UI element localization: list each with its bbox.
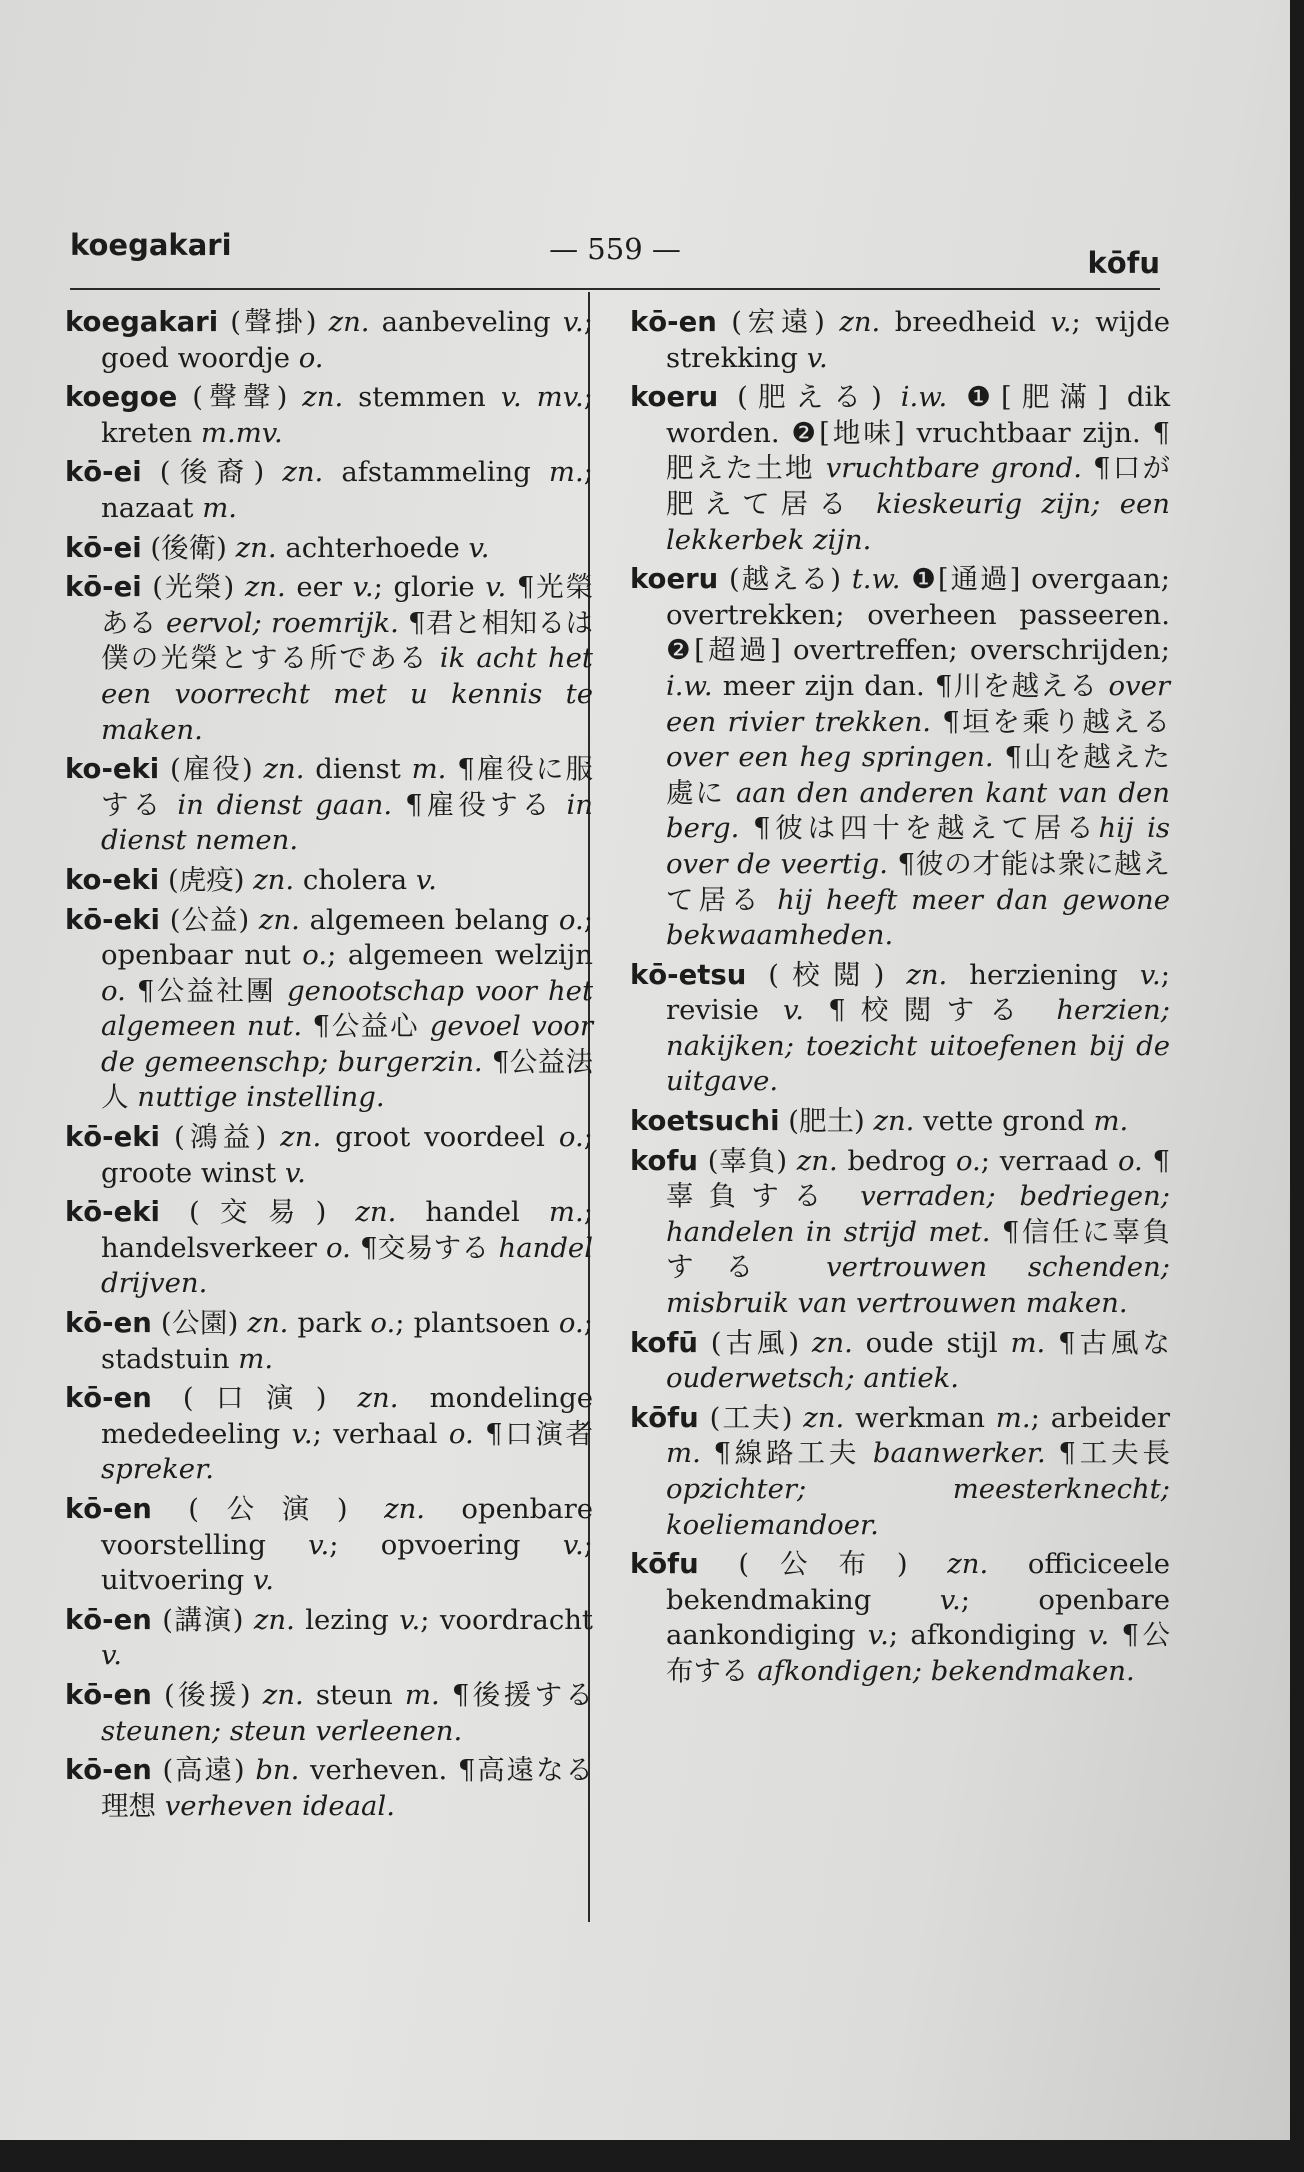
- headword: kō-ei: [65, 531, 142, 564]
- headword: koegoe: [65, 381, 178, 414]
- headword: kofu: [630, 1144, 698, 1177]
- entry-text: ; algemeen welzijn: [327, 939, 593, 972]
- entry-text: (公益): [159, 903, 259, 936]
- italic-text: m.: [411, 753, 447, 786]
- italic-text: o.: [558, 1121, 584, 1154]
- italic-text: hij is over de veertig.: [666, 812, 1170, 880]
- entry-text: ; nazaat: [101, 456, 593, 524]
- entry-text: ; plantsoen: [395, 1307, 559, 1340]
- entry-text: vette grond: [914, 1105, 1094, 1138]
- entry-text: (辜負): [698, 1144, 797, 1177]
- entry-text: meer zijn dan. ¶川を越える: [712, 669, 1109, 702]
- dictionary-entry: [65, 1306, 593, 1377]
- entry-text: cholera: [294, 863, 416, 896]
- italic-text: zn.: [384, 1493, 426, 1525]
- italic-text: m.: [1010, 1326, 1046, 1359]
- entry-text: ¶公益心: [302, 1010, 430, 1043]
- entry-text: ; opvoering: [329, 1528, 563, 1561]
- italic-text: m.mv.: [200, 416, 283, 449]
- italic-text: zn.: [796, 1144, 838, 1177]
- italic-text: m.: [404, 1678, 440, 1711]
- italic-text: steunen; steun verleenen.: [101, 1714, 463, 1747]
- dictionary-entry: [630, 1326, 1170, 1397]
- italic-text: over een heg springen.: [666, 741, 994, 774]
- italic-text: v.: [562, 306, 584, 338]
- entry-text: bedrog: [837, 1144, 956, 1177]
- entry-text: (光榮): [141, 571, 245, 604]
- entry-text: ; revisie: [666, 958, 1170, 1027]
- entry-text: (後援): [151, 1678, 263, 1711]
- dictionary-entry: [630, 1104, 1170, 1140]
- entry-text: ¶君と相知るは僕の光榮とする所である: [101, 606, 593, 675]
- dictionary-entry: [630, 1144, 1170, 1322]
- italic-text: v.: [1139, 958, 1161, 991]
- italic-text: m.: [202, 491, 238, 524]
- italic-text: v.: [1088, 1619, 1110, 1652]
- entry-text: ❶[通過] overgaan; overtrekken; overheen passeeren. ❷[超過] overtreffen; overschrijden;: [666, 563, 1170, 667]
- italic-text: v.: [1050, 306, 1072, 338]
- italic-text: zn.: [253, 863, 295, 896]
- italic-text: i.w.: [666, 669, 713, 702]
- italic-text: o.: [302, 939, 328, 972]
- entry-text: openbare voorstelling: [101, 1493, 593, 1561]
- italic-text: o.: [448, 1417, 474, 1450]
- dictionary-entry: [65, 531, 593, 567]
- italic-text: m.: [666, 1437, 701, 1470]
- running-head-left: koegakari: [70, 228, 232, 262]
- entry-text: ¶公益社團: [125, 974, 288, 1007]
- dictionary-entry: [65, 305, 593, 376]
- italic-text: spreker.: [101, 1453, 214, 1486]
- entry-text: ¶公益法人: [101, 1045, 593, 1114]
- italic-text: eervol; roemrijk.: [165, 606, 399, 639]
- italic-text: zn.: [302, 381, 344, 414]
- entry-text: ¶雇役する: [392, 788, 567, 821]
- entry-text: dienst: [304, 753, 412, 786]
- dictionary-entry: [630, 380, 1170, 558]
- italic-text: zn.: [263, 753, 305, 786]
- entry-text: ¶後援する: [439, 1678, 593, 1711]
- italic-text: o.: [370, 1307, 396, 1340]
- entry-text: ; openbaar nut: [101, 903, 593, 972]
- entry-text: park: [288, 1307, 371, 1340]
- entry-text: (肥土): [779, 1105, 874, 1138]
- italic-text: zn.: [247, 1307, 289, 1340]
- entry-text: (聲聲): [177, 381, 303, 414]
- header-rule: [70, 288, 1160, 290]
- entry-text: ; handelsverkeer: [101, 1196, 593, 1264]
- italic-text: v.: [308, 1528, 330, 1561]
- entry-text: algemeen belang: [299, 903, 559, 936]
- italic-text: m.: [548, 456, 584, 489]
- italic-text: ik acht het een voorrecht met u kennis te maken.: [101, 642, 593, 746]
- entry-text: ¶彼の才能は衆に越えて居る: [666, 847, 1170, 916]
- italic-text: o.: [558, 903, 584, 936]
- headword: ko-eki: [65, 753, 160, 786]
- dictionary-entry: [65, 1753, 593, 1824]
- entry-text: steun: [303, 1678, 405, 1711]
- entry-text: ; afkondiging: [888, 1619, 1089, 1652]
- entry-text: (宏遠): [716, 306, 840, 338]
- dictionary-entry: [65, 380, 593, 451]
- italic-text: v.: [399, 1603, 421, 1636]
- italic-text: zn.: [906, 958, 948, 991]
- entry-text: (肥える): [718, 381, 901, 414]
- headword: kofū: [630, 1326, 698, 1359]
- entry-text: (後裔): [141, 456, 283, 489]
- italic-text: v.: [101, 1639, 123, 1672]
- italic-text: o.: [298, 341, 324, 374]
- entry-text: ; uitvoering: [101, 1528, 593, 1597]
- italic-text: v.: [284, 1156, 306, 1189]
- headword: koegakari: [65, 306, 219, 338]
- dictionary-entry: [630, 1401, 1170, 1543]
- headword: kō-en: [65, 1754, 152, 1787]
- entry-text: ; voordracht: [420, 1603, 593, 1636]
- dictionary-entry: [65, 1492, 593, 1599]
- italic-text: zn.: [258, 903, 300, 936]
- entry-text: werkman: [844, 1401, 996, 1434]
- headword: kō-en: [65, 1678, 152, 1711]
- entry-text: (虎疫): [159, 863, 254, 896]
- italic-text: aan den anderen kant van den berg.: [666, 776, 1171, 845]
- italic-text: v.: [468, 531, 490, 564]
- headword: kō-en: [65, 1382, 152, 1415]
- italic-text: verraden; bedriegen; handelen in strijd met.: [666, 1180, 1170, 1248]
- italic-text: v.: [867, 1619, 889, 1652]
- entry-text: (古風): [698, 1326, 812, 1359]
- italic-text: m.: [1093, 1105, 1129, 1138]
- italic-text: v.: [352, 571, 374, 604]
- headword: kō-eki: [65, 903, 160, 936]
- italic-text: o.: [558, 1307, 584, 1340]
- italic-text: hij heeft meer dan gewone bekwaamheden.: [666, 883, 1170, 952]
- dictionary-entry: [65, 1381, 593, 1488]
- italic-text: v.: [415, 863, 437, 896]
- entry-text: (口演): [151, 1382, 358, 1415]
- italic-text: v.: [291, 1417, 313, 1450]
- right-column: [630, 305, 1170, 1694]
- headword: kō-en: [65, 1493, 152, 1525]
- italic-text: zn.: [282, 456, 324, 489]
- italic-text: afkondigen; bekendmaken.: [757, 1654, 1135, 1687]
- dictionary-entry: [630, 1547, 1170, 1689]
- italic-text: gevoel voor de gemeenschp; burgerzin.: [101, 1010, 593, 1078]
- italic-text: kieskeurig zijn; een lekkerbek zijn.: [666, 487, 1170, 556]
- headword: kō-ei: [65, 456, 142, 489]
- entry-text: (高遠): [151, 1754, 256, 1787]
- headword: kō-eki: [65, 1196, 160, 1229]
- italic-text: verheven ideaal.: [164, 1789, 395, 1822]
- italic-text: v. mv.: [500, 381, 584, 414]
- entry-text: ; groote winst: [101, 1121, 593, 1189]
- italic-text: ouderwetsch; antiek.: [666, 1362, 960, 1395]
- headword: ko-eki: [65, 863, 160, 896]
- entry-text: (校閲): [746, 958, 907, 991]
- italic-text: over een rivier trekken.: [666, 669, 1170, 738]
- entry-text: ¶古風な: [1045, 1326, 1170, 1359]
- running-head: [70, 228, 1160, 280]
- entry-text: ; arbeider: [1030, 1401, 1170, 1434]
- headword: kō-etsu: [630, 958, 747, 991]
- italic-text: genootschap voor het algemeen nut.: [101, 974, 593, 1043]
- italic-text: zn.: [253, 1603, 295, 1636]
- entry-text: lezing: [294, 1603, 400, 1636]
- entry-text: ; stadstuin: [101, 1307, 593, 1375]
- headword: kō-eki: [65, 1121, 160, 1154]
- entry-text: ¶公布する: [666, 1619, 1170, 1687]
- italic-text: zn.: [357, 1382, 399, 1415]
- italic-text: baanwerker.: [872, 1437, 1046, 1470]
- dictionary-entry: [65, 752, 593, 859]
- entry-text: (講演): [151, 1603, 254, 1636]
- entry-text: (越える): [718, 563, 852, 596]
- entry-text: ; verhaal: [312, 1417, 449, 1450]
- entry-text: achterhoede: [276, 531, 469, 564]
- headword: kō-en: [630, 306, 717, 338]
- entry-text: ¶信任に辜負する: [666, 1215, 1170, 1284]
- italic-text: zn.: [811, 1326, 853, 1359]
- italic-text: herzien; nakijken; toezicht uitoefenen bij de uitgave.: [666, 994, 1170, 1098]
- italic-text: nuttige instelling.: [137, 1081, 385, 1114]
- entry-text: eer: [285, 571, 353, 604]
- entry-text: mondelinge mededeeling: [101, 1382, 593, 1450]
- entry-text: ; kreten: [101, 381, 593, 449]
- entry-text: (後衛): [141, 531, 236, 564]
- italic-text: t.w.: [851, 563, 901, 596]
- italic-text: zn.: [803, 1401, 845, 1434]
- dictionary-entry: [65, 1678, 593, 1749]
- italic-text: zn.: [280, 1121, 322, 1154]
- entry-text: aanbeveling: [369, 306, 563, 338]
- italic-text: zn.: [839, 306, 881, 338]
- entry-text: handel: [396, 1196, 549, 1229]
- entry-text: herziening: [947, 958, 1140, 991]
- entry-text: ; goed woordje: [101, 306, 593, 374]
- entry-text: ; glorie: [373, 571, 486, 604]
- entry-text: groot voordeel: [321, 1121, 559, 1154]
- italic-text: m.: [238, 1342, 274, 1375]
- entry-text: ¶彼は四十を越えて居る: [739, 812, 1099, 845]
- dictionary-entry: [65, 570, 593, 748]
- headword: koetsuchi: [630, 1105, 780, 1138]
- entry-text: ; wijde strekking: [666, 306, 1170, 374]
- entry-text: afstammeling: [323, 456, 549, 489]
- dictionary-entry: [65, 455, 593, 526]
- italic-text: v.: [252, 1564, 274, 1597]
- headword: kōfu: [630, 1401, 699, 1434]
- entry-text: ¶口演者: [473, 1417, 593, 1450]
- entry-text: oude stijl: [852, 1326, 1011, 1359]
- entry-text: ; verraad: [980, 1144, 1118, 1177]
- italic-text: zn.: [355, 1196, 397, 1229]
- dictionary-entry: [65, 1120, 593, 1191]
- italic-text: m.: [995, 1401, 1031, 1434]
- entry-text: ¶線路工夫: [700, 1437, 873, 1470]
- entry-text: ; openbare aankondiging: [666, 1583, 1170, 1652]
- italic-text: v.: [485, 571, 507, 604]
- left-column: [65, 305, 593, 1828]
- italic-text: o.: [101, 974, 126, 1007]
- dictionary-entry: [630, 305, 1170, 376]
- entry-text: (公演): [151, 1493, 385, 1525]
- italic-text: zn.: [244, 571, 286, 604]
- page-number: — 559 —: [549, 232, 681, 266]
- dictionary-entry: [630, 958, 1170, 1100]
- entry-text: (雇役): [159, 753, 264, 786]
- italic-text: o.: [326, 1231, 351, 1264]
- entry-text: ¶交易する: [350, 1231, 499, 1264]
- running-head-right: kōfu: [1087, 246, 1160, 280]
- entry-text: officiceele bekendmaking: [666, 1548, 1170, 1616]
- headword: kō-en: [65, 1307, 152, 1340]
- entry-text: ❶[肥滿] dik worden. ❷[地味] vruchtbaar zijn. ¶肥えた土地: [666, 381, 1170, 485]
- entry-text: ¶垣を乘り越える: [931, 705, 1170, 738]
- entry-text: ¶工夫長: [1045, 1437, 1170, 1470]
- italic-text: handel drijven.: [101, 1231, 593, 1300]
- entry-text: (工夫): [698, 1401, 804, 1434]
- italic-text: in dienst gaan.: [177, 788, 393, 821]
- dictionary-entry: [65, 1195, 593, 1302]
- entry-text: (鴻益): [159, 1121, 281, 1154]
- entry-text: (聲掛): [218, 306, 329, 338]
- italic-text: bn.: [255, 1754, 300, 1787]
- italic-text: v.: [562, 1528, 584, 1561]
- entry-text: ¶辜負する: [666, 1144, 1170, 1213]
- italic-text: zn.: [235, 531, 277, 564]
- entry-text: (公布): [698, 1548, 948, 1581]
- italic-text: i.w.: [900, 381, 948, 414]
- dictionary-entry: [65, 903, 593, 1117]
- headword: kō-en: [65, 1603, 152, 1636]
- italic-text: v.: [783, 994, 805, 1027]
- entry-text: breedheid: [880, 306, 1051, 338]
- dictionary-entry: [65, 1603, 593, 1674]
- headword: koeru: [630, 381, 719, 414]
- italic-text: v.: [806, 341, 828, 374]
- italic-text: zn.: [262, 1678, 304, 1711]
- italic-text: vertrouwen schenden; misbruik van vertrouwen maken.: [666, 1251, 1170, 1320]
- italic-text: vruchtbare grond.: [825, 452, 1083, 485]
- italic-text: m.: [548, 1196, 584, 1229]
- italic-text: opzichter; meesterknecht; koeliemandoer.: [666, 1473, 1170, 1541]
- headword: koeru: [630, 563, 719, 596]
- entry-text: stemmen: [343, 381, 501, 414]
- italic-text: zn.: [947, 1548, 989, 1581]
- italic-text: o.: [1117, 1144, 1143, 1177]
- entry-text: (交易): [159, 1196, 356, 1229]
- headword: kōfu: [630, 1548, 699, 1581]
- italic-text: v.: [939, 1583, 961, 1616]
- entry-text: ¶口が肥えて居る: [666, 452, 1170, 520]
- entry-text: verheven. ¶高遠なる理想: [101, 1754, 593, 1822]
- dictionary-entry: [630, 562, 1170, 954]
- italic-text: zn.: [328, 306, 370, 338]
- headword: kō-ei: [65, 571, 142, 604]
- entry-text: ¶光榮ある: [101, 571, 593, 639]
- italic-text: o.: [955, 1144, 981, 1177]
- entry-text: ¶雇役に服する: [101, 753, 593, 821]
- entry-text: ¶山を越えた處に: [666, 741, 1170, 809]
- italic-text: in dienst nemen.: [101, 788, 593, 857]
- dictionary-entry: [65, 863, 593, 899]
- entry-text: ¶校閲する: [804, 994, 1057, 1027]
- entry-text: (公園): [151, 1307, 248, 1340]
- italic-text: zn.: [873, 1105, 915, 1138]
